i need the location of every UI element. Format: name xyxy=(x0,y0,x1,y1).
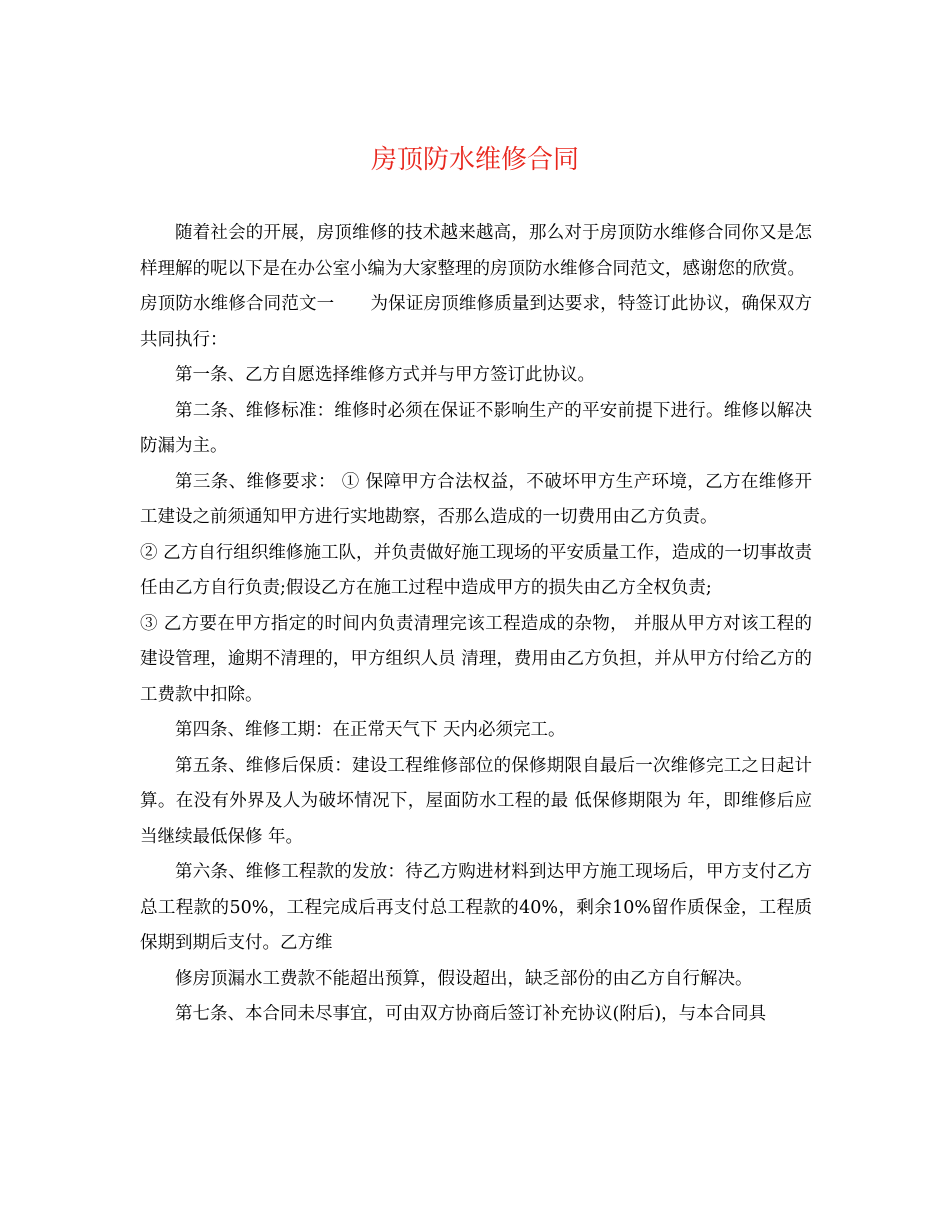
sample-lead: 为保证房顶维修质量到达要求，特签订此协议，确保双方共同执行： xyxy=(140,294,813,350)
clause-3a: 第三条、维修要求： ① 保障甲方合法权益，不破坏甲方生产环境，乙方在维修开工建设之前须通知甲方进行实地勘察，否那么造成的一切费用由乙方负责。 xyxy=(140,471,812,527)
clause-5: 第五条、维修后保质：建设工程维修部位的保修期限自最后一次维修完工之日起计算。在没有外界及人为破坏情况下，屋面防水工程的最 低保修期限为 年，即维修后应当继续最低保修 年。 xyxy=(140,755,812,847)
document-title: 房顶防水维修合同 xyxy=(370,145,579,175)
clause-2: 第二条、维修标准：维修时必须在保证不影响生产的平安前提下进行。维修以解决防漏为主。 xyxy=(140,400,812,456)
clause-4: 第四条、维修工期：在正常天气下 天内必须完工。 xyxy=(175,720,566,740)
clause-3b: ② 乙方自行组织维修施工队，并负责做好施工现场的平安质量工作，造成的一切事故责任由乙方自行负责;假设乙方在施工过程中造成甲方的损失由乙方全权负责; xyxy=(140,542,812,598)
clause-6: 第六条、维修工程款的发放：待乙方购进材料到达甲方施工现场后，甲方支付乙方总工程款的50%，工程完成后再支付总工程款的40%，剩余10%留作质保金，工程质保期到期后支付。乙方维 xyxy=(140,862,812,953)
intro-paragraph: 随着社会的开展，房顶维修的技术越来越高，那么对于房顶防水维修合同你又是怎样理解的呢以下是在办公室小编为大家整理的房顶防水维修合同范文，感谢您的欣赏。 xyxy=(140,223,812,279)
clause-7: 第七条、本合同未尽事宜，可由双方协商后签订补充协议(附后)，与本合同具 xyxy=(175,1004,767,1024)
clause-6-continued: 修房顶漏水工费款不能超出预算，假设超出，缺乏部份的由乙方自行解决。 xyxy=(175,968,753,989)
clause-1: 第一条、乙方自愿选择维修方式并与甲方签订此协议。 xyxy=(175,365,595,385)
clause-3c: ③ 乙方要在甲方指定的时间内负责清理完该工程造成的杂物， 并服从甲方对该工程的建设管理，逾期不清理的，甲方组织人员 清理，费用由乙方负担，并从甲方付给乙方的工费款中扣除。 xyxy=(140,613,812,705)
sample-heading: 房顶防水维修合同范文一 xyxy=(140,294,335,314)
sample-paragraph xyxy=(140,287,812,358)
document-body xyxy=(140,216,812,1033)
